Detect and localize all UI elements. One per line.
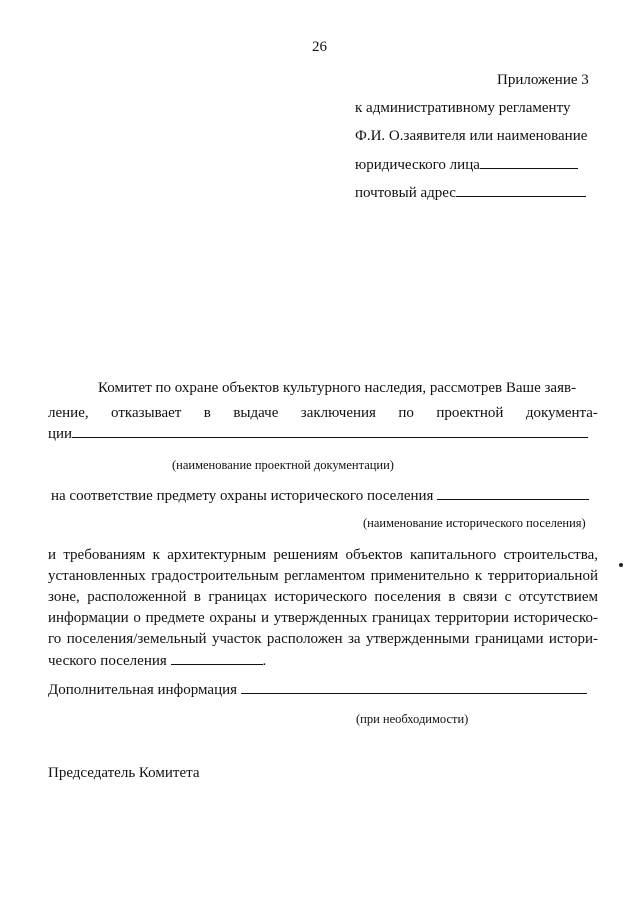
paragraph-1-line-2 [48, 404, 598, 422]
applicant-name-label: Ф.И. О.заявителя или наименование [355, 128, 588, 144]
postal-address-blank [456, 183, 586, 197]
paragraph-1-line-3 [48, 424, 588, 443]
regulation-ref: к административному регламенту [355, 100, 571, 116]
signature-label: Председатель Комитета [48, 765, 200, 781]
paragraph-3-line-5: го поселения/земельный участок расположен за утвержденными границами истори- [48, 631, 598, 647]
paragraph-3-line-4: информации о предмете охраны и утвержденных границах территории историческо- [48, 610, 598, 626]
word: по [398, 405, 414, 421]
legal-entity-line [355, 155, 578, 174]
legal-entity-blank [480, 155, 578, 169]
legal-entity-label: юридического лица [355, 157, 480, 173]
paragraph-3-last-text: ческого поселения [48, 653, 167, 669]
word: документа- [525, 405, 598, 421]
extra-info-hint: (при необходимости) [356, 712, 469, 726]
stray-mark [619, 563, 623, 567]
postal-address-label: почтовый адрес [355, 185, 456, 201]
word: отказывает [111, 405, 182, 421]
settlement-blank [437, 486, 589, 500]
settlement-hint: (наименование исторического поселения) [363, 516, 586, 530]
word: в [203, 405, 211, 421]
date-blank [171, 651, 263, 665]
paragraph-3-line-3: зоне, расположенной в границах исторического поселения в связи с отсутствием [48, 589, 598, 605]
period: . [262, 653, 267, 669]
appendix-title: Приложение 3 [497, 72, 589, 88]
paragraph-3-line-2: установленных градостроительным регламентом применительно к территориальной [48, 568, 598, 584]
word: ление, [48, 405, 89, 421]
paragraph-1-line-1: Комитет по охране объектов культурного наследия, рассмотрев Ваше заяв- [98, 380, 577, 396]
extra-info-line [48, 680, 587, 699]
settlement-line [51, 486, 589, 505]
settlement-text: на соответствие предмету охраны исторического поселения [51, 488, 434, 504]
paragraph-1-end-text: ции [48, 426, 73, 442]
word: выдаче [233, 405, 279, 421]
extra-info-blank [241, 680, 587, 694]
paragraph-3-line-6 [48, 651, 266, 670]
project-doc-hint: (наименование проектной документации) [172, 458, 394, 472]
word: проектной [436, 405, 504, 421]
extra-info-label: Дополнительная информация [48, 682, 238, 698]
page-number: 26 [312, 39, 327, 55]
paragraph-3-line-1: и требованиям к архитектурным решениям объектов капитального строительства, [48, 547, 598, 563]
word: заключения [300, 405, 376, 421]
project-doc-blank [72, 424, 588, 438]
postal-address-line [355, 183, 586, 202]
